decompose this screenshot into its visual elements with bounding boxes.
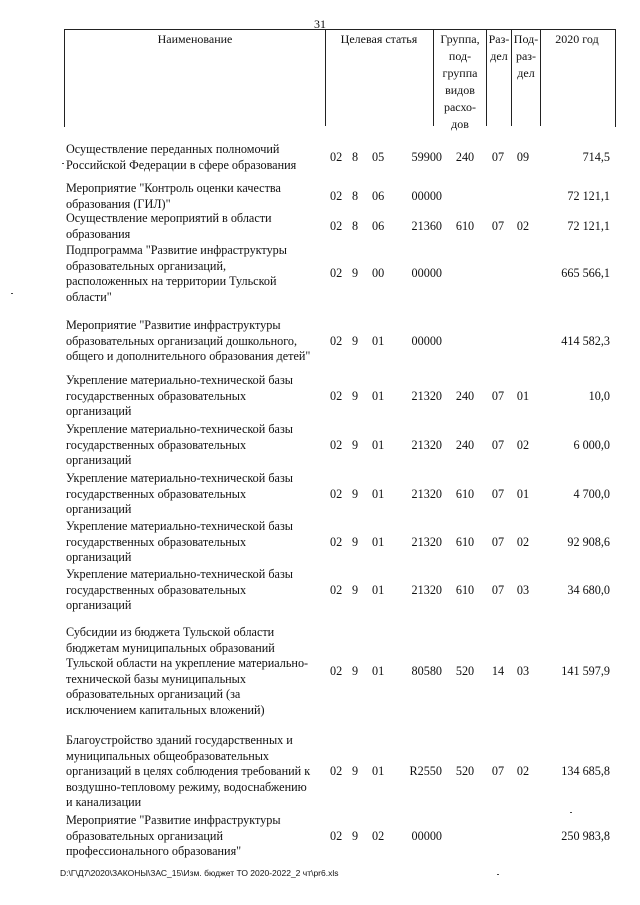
section-code: 07 [491, 218, 505, 233]
target-code-program: 02 [330, 188, 343, 203]
target-code-subprogram: 9 [352, 266, 359, 281]
amount-2020: 414 582,3 [561, 333, 610, 348]
target-code-program: 02 [330, 663, 343, 678]
target-code-direction: 00000 [411, 333, 442, 348]
amount-2020: 250 983,8 [561, 828, 610, 843]
expense-group: 240 [455, 388, 475, 403]
amount-2020: 4 700,0 [573, 486, 610, 501]
target-code-subprogram: 9 [352, 388, 359, 403]
target-code-program: 02 [330, 388, 343, 403]
expense-group: 610 [455, 582, 475, 597]
expense-group: 240 [455, 149, 475, 164]
target-code-subprogram: 8 [352, 188, 359, 203]
target-code-direction: R2550 [409, 764, 442, 778]
target-code-event: 02 [372, 828, 385, 843]
target-code-event: 01 [372, 764, 385, 778]
amount-2020: 714,5 [582, 149, 610, 164]
target-code-subprogram: 9 [352, 333, 359, 348]
amount-2020: 72 121,1 [567, 218, 610, 233]
target-code-subprogram: 9 [352, 828, 359, 843]
section-code: 07 [491, 764, 505, 778]
target-code-subprogram: 9 [352, 764, 359, 778]
row-name: Благоустройство зданий государственных и муниципальных общеобразовательных организаций в целях соблюдения требований к воздушно-тепловому режиму, водоснабжению и канализации [66, 733, 311, 809]
expense-group: 240 [455, 437, 475, 452]
row-name: Мероприятие "Развитие инфраструктуры образовательных организаций профессионального образования" [66, 813, 281, 858]
target-code-event: 06 [372, 188, 385, 203]
target-code-direction: 21320 [411, 388, 442, 403]
target-code-event: 01 [372, 582, 385, 597]
target-code-program: 02 [330, 828, 343, 843]
target-code-event: 01 [372, 437, 385, 452]
target-code-direction: 80580 [411, 663, 442, 678]
row-name: Субсидии из бюджета Тульской области бюджетам муниципальных образований Тульской области на укрепление материально- технической базы муниципальных образовательных организаций (за исключением капитальных вложений) [66, 625, 309, 717]
header-subsection: Под- раз- дел [513, 32, 539, 80]
row-name: Подпрограмма "Развитие инфраструктуры образовательных организаций, расположенных на территории Тульской области" [66, 243, 287, 304]
subsection-code: 01 [516, 388, 530, 403]
target-code-subprogram: 9 [352, 663, 359, 678]
target-code-event: 06 [372, 218, 385, 233]
scan-speck [11, 293, 13, 294]
section-code: 07 [491, 534, 505, 549]
target-code-program: 02 [330, 333, 343, 348]
target-code-direction: 21360 [411, 218, 442, 233]
file-path-footer: D:\Г\Д7\2020\ЗАКОНЫ\ЗАС_15\Изм. бюджет ТО 2020-2022_2 чт\pr6.xls [60, 868, 339, 878]
target-code-subprogram: 9 [352, 486, 359, 501]
expense-group: 610 [455, 534, 475, 549]
row-name: Мероприятие "Контроль оценки качества образования (ГИЛ)" [66, 181, 281, 211]
target-code-subprogram: 9 [352, 534, 359, 549]
section-code: 07 [491, 582, 505, 597]
section-code: 07 [491, 437, 505, 452]
row-name: Мероприятие "Развитие инфраструктуры образовательных организаций дошкольного, общего и дополнительного образования детей" [66, 318, 311, 363]
target-code-subprogram: 8 [352, 149, 359, 164]
target-code-event: 00 [372, 266, 385, 281]
target-code-direction: 21320 [411, 534, 442, 549]
expense-group: 520 [455, 764, 475, 778]
expense-group: 610 [455, 486, 475, 501]
target-code-subprogram: 8 [352, 218, 359, 233]
target-code-event: 01 [372, 486, 385, 501]
expense-group: 610 [455, 218, 475, 233]
expense-group: 520 [455, 663, 475, 678]
target-code-program: 02 [330, 218, 343, 233]
amount-2020: 72 121,1 [567, 188, 610, 203]
subsection-code: 01 [516, 486, 530, 501]
target-code-program: 02 [330, 582, 343, 597]
target-code-event: 05 [372, 149, 385, 164]
subsection-code: 02 [516, 764, 530, 778]
amount-2020: 10,0 [588, 388, 610, 403]
row-name: Укрепление материально-технической базы государственных образовательных организаций [66, 471, 293, 516]
page-number: 31 [314, 17, 326, 31]
section-code: 07 [491, 388, 505, 403]
amount-2020: 141 597,9 [561, 663, 610, 678]
target-code-direction: 59900 [411, 149, 442, 164]
target-code-direction: 21320 [411, 437, 442, 452]
row-name: Осуществление мероприятий в области образования [66, 211, 272, 241]
target-code-subprogram: 9 [352, 437, 359, 452]
header-year: 2020 год [555, 32, 599, 46]
amount-2020: 6 000,0 [573, 437, 610, 452]
scan-speck [570, 812, 572, 813]
subsection-code: 02 [516, 437, 530, 452]
row-name: Укрепление материально-технической базы государственных образовательных организаций [66, 373, 293, 418]
subsection-code: 03 [516, 582, 530, 597]
amount-2020: 92 908,6 [567, 534, 610, 549]
target-code-event: 01 [372, 333, 385, 348]
row-name: Укрепление материально-технической базы государственных образовательных организаций [66, 519, 293, 564]
target-code-event: 01 [372, 388, 385, 403]
amount-2020: 34 680,0 [567, 582, 610, 597]
target-code-subprogram: 9 [352, 582, 359, 597]
target-code-program: 02 [330, 266, 343, 281]
target-code-program: 02 [330, 486, 343, 501]
target-code-event: 01 [372, 663, 385, 678]
subsection-code: 09 [516, 149, 530, 164]
amount-2020: 665 566,1 [561, 266, 610, 281]
scan-speck [62, 163, 64, 164]
target-code-program: 02 [330, 149, 343, 164]
scan-speck [497, 874, 499, 875]
target-code-direction: 00000 [411, 188, 442, 203]
target-code-program: 02 [330, 764, 343, 778]
subsection-code: 02 [516, 534, 530, 549]
target-code-direction: 00000 [411, 266, 442, 281]
row-name: Укрепление материально-технической базы государственных образовательных организаций [66, 422, 293, 467]
row-name: Укрепление материально-технической базы государственных образовательных организаций [66, 567, 293, 612]
header-name: Наименование [157, 32, 233, 46]
header-target-article: Целевая статья [340, 32, 418, 46]
row-name: Осуществление переданных полномочий Российской Федерации в сфере образования [66, 142, 297, 172]
target-code-direction: 21320 [411, 582, 442, 597]
section-code: 14 [491, 663, 505, 678]
header-section: Раз- дел [488, 32, 510, 63]
target-code-direction: 00000 [411, 828, 442, 843]
subsection-code: 03 [516, 663, 530, 678]
amount-2020: 134 685,8 [561, 764, 610, 778]
subsection-code: 02 [516, 218, 530, 233]
section-code: 07 [491, 486, 505, 501]
target-code-direction: 21320 [411, 486, 442, 501]
target-code-program: 02 [330, 437, 343, 452]
target-code-event: 01 [372, 534, 385, 549]
target-code-program: 02 [330, 534, 343, 549]
header-group: Группа, под- группа видов расхо- дов [440, 32, 480, 131]
section-code: 07 [491, 149, 505, 164]
